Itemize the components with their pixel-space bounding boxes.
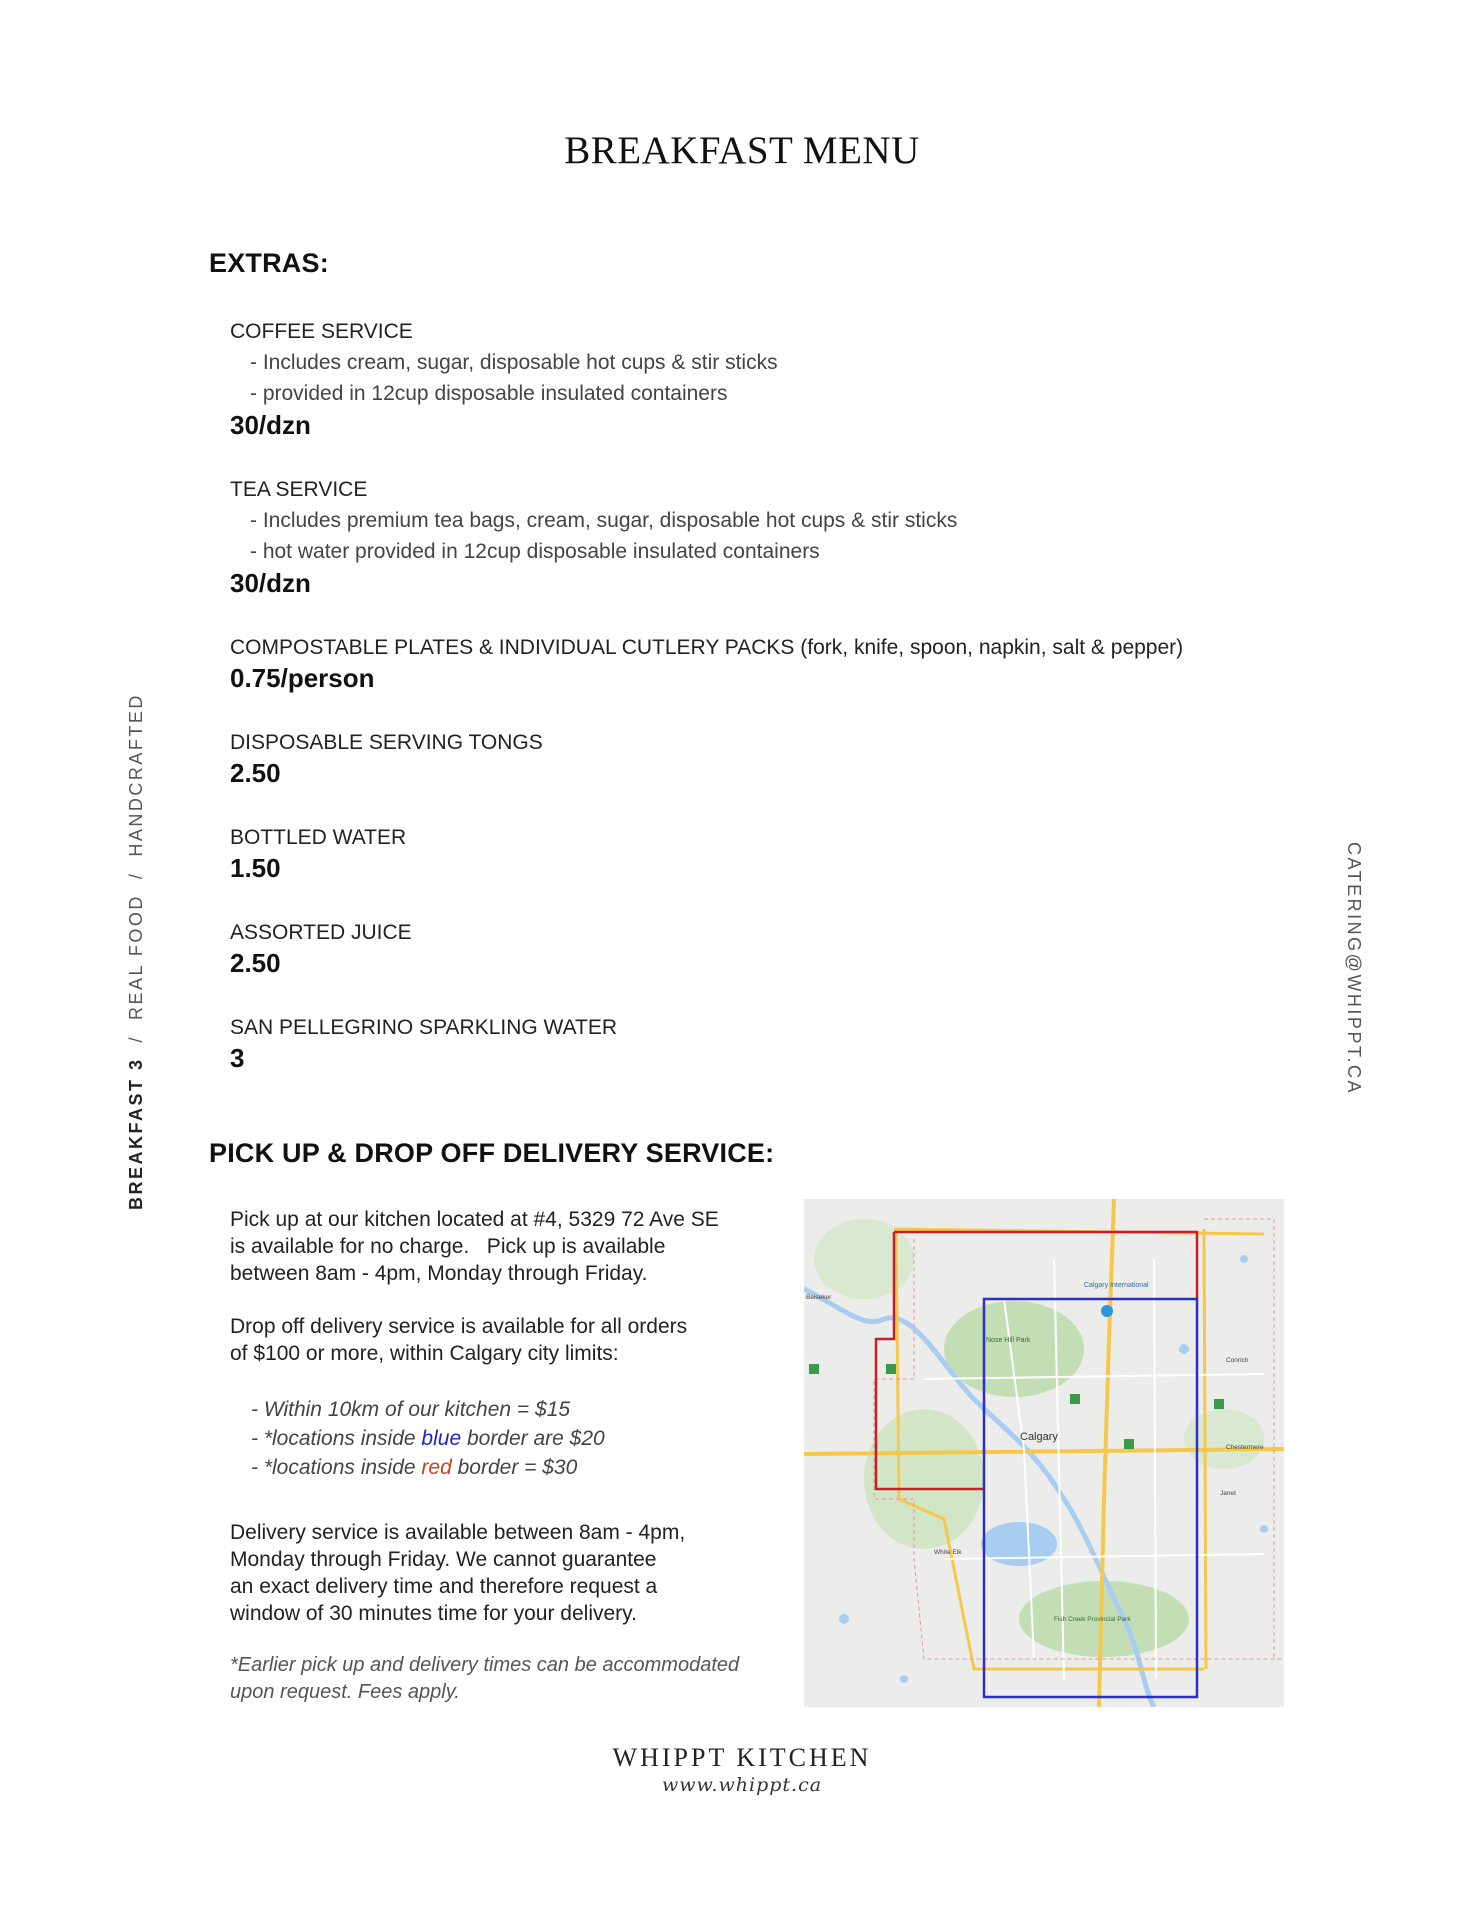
page-title: BREAKFAST MENU	[564, 129, 920, 172]
item-coffee-price: 30/dzn	[230, 410, 311, 440]
hours-line-4: window of 30 minutes time for your delivery.	[230, 1602, 637, 1625]
hours-paragraph	[230, 1519, 685, 1627]
item-juice-price: 2.50	[230, 948, 281, 978]
item-plates-name: COMPOSTABLE PLATES & INDIVIDUAL CUTLERY PACKS (fork, knife, spoon, napkin, salt & pepper)	[230, 636, 1184, 659]
hours-line-3: an exact delivery time and therefore request a	[230, 1575, 658, 1598]
note-paragraph	[230, 1652, 739, 1706]
map-label-conrich: Conrich	[1226, 1357, 1249, 1364]
map-label-fish-creek: Fish Creek Provincial Park	[1054, 1616, 1131, 1623]
map-park-nose-hill	[944, 1301, 1084, 1397]
item-pellegrino-name: SAN PELLEGRINO SPARKLING WATER	[230, 1016, 618, 1039]
map-park-west	[864, 1409, 984, 1549]
dropoff-line-2: of $100 or more, within Calgary city limits:	[230, 1342, 619, 1365]
map-label-janet: Janet	[1220, 1490, 1236, 1497]
map-road-stoney-east	[1204, 1229, 1206, 1669]
side-tagline-rest: / REAL FOOD / HANDCRAFTED	[126, 693, 146, 1058]
item-tongs-name: DISPOSABLE SERVING TONGS	[230, 731, 543, 754]
map-label-airport: Calgary International	[1084, 1282, 1149, 1289]
note-line-1: *Earlier pick up and delivery times can be accommodated	[230, 1654, 740, 1676]
map-pond-4	[900, 1675, 908, 1683]
item-tea-name: TEA SERVICE	[230, 478, 368, 501]
item-tea-price: 30/dzn	[230, 568, 311, 598]
side-tagline-strong: BREAKFAST 3	[126, 1057, 146, 1210]
map-airport-marker	[1101, 1305, 1113, 1317]
item-juice-name: ASSORTED JUICE	[230, 921, 412, 944]
map-park-marker-4	[1214, 1399, 1224, 1409]
map-label-chestermere: Chestermere	[1226, 1444, 1264, 1451]
dropoff-paragraph	[230, 1313, 687, 1367]
rate-blue-post: border are $20	[461, 1427, 605, 1450]
delivery-map	[804, 1199, 1284, 1707]
map-label-white-elk: White Elk	[934, 1549, 962, 1556]
delivery-heading: PICK UP & DROP OFF DELIVERY SERVICE:	[209, 1138, 775, 1168]
rate-blue-word: blue	[421, 1427, 462, 1450]
map-park-marker-1	[1070, 1394, 1080, 1404]
map-pond-1	[1179, 1344, 1189, 1354]
map-park-marker-5	[1124, 1439, 1134, 1449]
side-email: CATERING@WHIPPT.CA	[1344, 842, 1364, 1095]
map-pond-5	[1260, 1525, 1268, 1533]
item-tea-desc-2: - hot water provided in 12cup disposable insulated containers	[250, 540, 820, 563]
map-label-city: Calgary	[1020, 1431, 1058, 1443]
item-water-name: BOTTLED WATER	[230, 826, 407, 849]
item-tea-desc-1: - Includes premium tea bags, cream, sugar, disposable hot cups & stir sticks	[250, 509, 958, 532]
map-label-nose-hill: Nose Hill Park	[986, 1337, 1031, 1344]
rate-red	[251, 1456, 577, 1480]
extras-heading: EXTRAS:	[209, 248, 329, 278]
footer-brand: WHIPPT KITCHEN	[612, 1743, 872, 1772]
item-water-price: 1.50	[230, 853, 281, 883]
footer-url: www.whippt.ca	[661, 1774, 823, 1796]
side-tagline	[126, 693, 147, 1210]
map-pond-2	[1240, 1255, 1248, 1263]
item-coffee-name: COFFEE SERVICE	[230, 320, 413, 343]
item-plates-price: 0.75/person	[230, 663, 375, 693]
map-park-marker-3	[809, 1364, 819, 1374]
dropoff-line-1: Drop off delivery service is available for all orders	[230, 1315, 688, 1338]
rate-red-post: border = $30	[451, 1456, 578, 1479]
pickup-paragraph	[230, 1206, 719, 1287]
pickup-line-3: between 8am - 4pm, Monday through Friday.	[230, 1262, 648, 1285]
rate-blue	[251, 1427, 605, 1451]
map-label-beiseker: Beiseker	[806, 1294, 832, 1301]
note-line-2: upon request. Fees apply.	[230, 1681, 460, 1703]
map-glenmore-reservoir	[981, 1522, 1057, 1566]
pickup-line-2: is available for no charge. Pick up is available	[230, 1235, 666, 1258]
hours-line-2: Monday through Friday. We cannot guarantee	[230, 1548, 657, 1571]
rate-blue-pre: - *locations inside	[251, 1427, 422, 1450]
hours-line-1: Delivery service is available between 8am - 4pm,	[230, 1521, 686, 1544]
item-tongs-price: 2.50	[230, 758, 281, 788]
rate-10km: - Within 10km of our kitchen = $15	[251, 1398, 571, 1421]
item-coffee-desc-2: - provided in 12cup disposable insulated containers	[250, 382, 728, 405]
item-coffee-desc-1: - Includes cream, sugar, disposable hot cups & stir sticks	[250, 351, 778, 374]
map-park-marker-2	[886, 1364, 896, 1374]
map-pond-3	[839, 1614, 849, 1624]
rate-red-pre: - *locations inside	[251, 1456, 422, 1479]
item-pellegrino-price: 3	[230, 1043, 245, 1073]
rate-red-word: red	[421, 1456, 452, 1479]
pickup-line-1: Pick up at our kitchen located at #4, 5329 72 Ave SE	[230, 1208, 719, 1231]
